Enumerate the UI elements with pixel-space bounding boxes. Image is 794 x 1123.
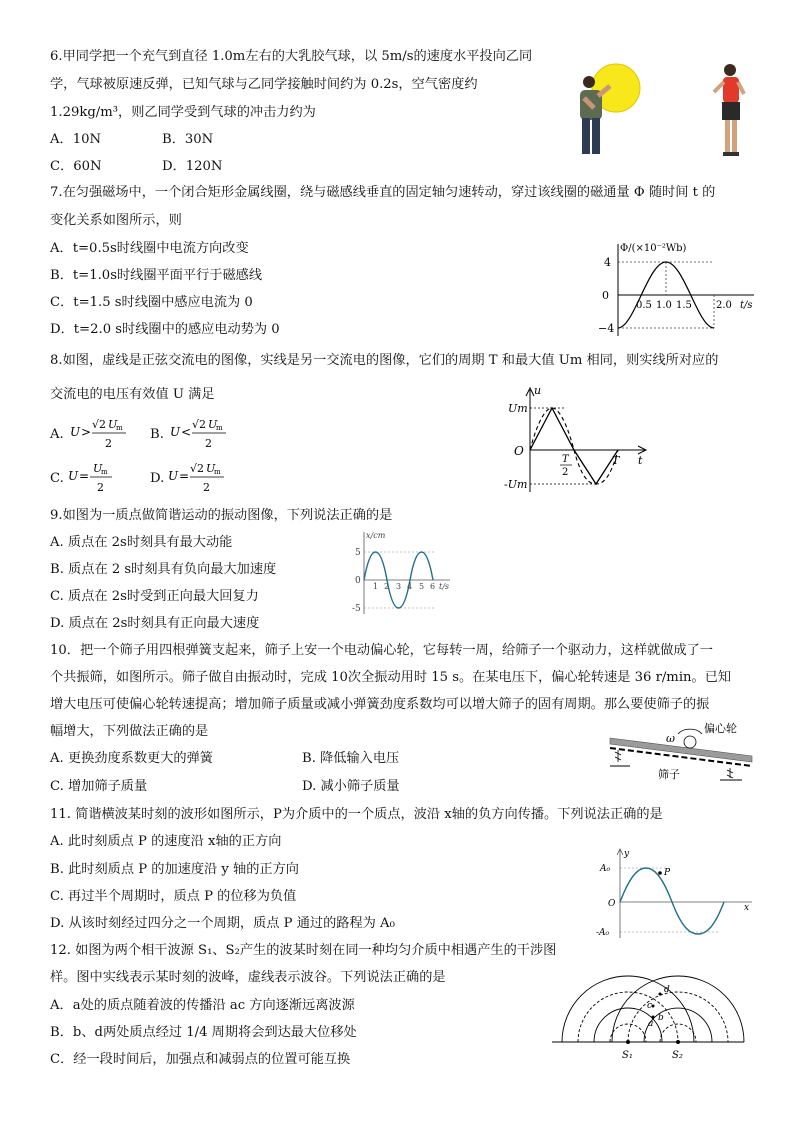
q10-option-c: C. 增加筛子质量 — [50, 779, 148, 794]
svg-text:√2: √2 — [192, 418, 207, 431]
svg-text:m: m — [214, 468, 221, 476]
svg-text:<: < — [181, 425, 192, 439]
ac-origin: O — [514, 444, 524, 458]
q8-option-a-formula — [68, 414, 132, 454]
sieve-omega: ω — [666, 732, 675, 745]
wave-point-p-label: P — [664, 868, 671, 878]
q6-option-c: C．60N — [50, 159, 102, 174]
q8-option-d-label: D. — [150, 471, 165, 486]
q8-stem-line2: 交流电的电压有效值 U 满足 — [50, 387, 215, 402]
source-s2-dot — [676, 1040, 680, 1044]
ac-um: Um — [508, 402, 528, 415]
flux-y-zero: 0 — [602, 289, 609, 302]
shm-tick-6: 6 — [430, 582, 436, 591]
flux-tick-2: 1.0 — [656, 300, 672, 311]
q6-stem-line3: 1.29kg/m³，则乙同学受到气球的冲击力约为 — [50, 105, 316, 120]
shm-tick-3: 3 — [396, 582, 402, 591]
q9-option-d: D. 质点在 2s时刻具有正向最大速度 — [50, 616, 260, 631]
svg-text:√2: √2 — [190, 462, 205, 475]
ac-half-period-num: T — [562, 454, 569, 465]
q12-option-b: B．b、d两处质点经过 1/4 周期将会到达最大位移处 — [50, 1025, 357, 1040]
q12-stem-line1: 12. 如图为两个相干波源 S₁、S₂产生的波某时刻在同一种均匀介质中相遇产生的干涉图 — [50, 943, 557, 958]
q7-stem-line2: 变化关系如图所示，则 — [50, 213, 182, 228]
flux-xlabel: t/s — [740, 300, 753, 311]
shm-y-pos: 5 — [355, 548, 361, 558]
q11-option-d: D. 从该时刻经过四分之一个周期，质点 P 通过的路程为 A₀ — [50, 916, 395, 931]
q10-stem-line2: 个共振筛，如图所示。筛子做自由振动时，完成 10次全振动用时 15 s。在某电压下，偏心轮转速是 36 r/min。已知 — [50, 670, 732, 685]
wave-origin: O — [608, 899, 616, 909]
ac-voltage-graph — [504, 384, 652, 496]
ac-period: T — [612, 454, 620, 467]
q9-option-c: C. 质点在 2s时受到正向最大回复力 — [50, 589, 259, 604]
svg-text:2: 2 — [97, 481, 104, 494]
svg-text:√2: √2 — [92, 418, 107, 431]
wave-ylabel: y — [624, 849, 630, 859]
q7-option-d: D．t=2.0 s时线圈中的感应电动势为 0 — [50, 322, 280, 337]
q10-option-b: B. 降低输入电压 — [302, 751, 400, 766]
q10-stem-line3: 增大电压可使偏心轮转速提高；增加筛子质量或减小弹簧劲度系数均可以增大筛子的固有周期。那么要使筛子的振 — [50, 697, 710, 712]
q10-stem-line1: 10．把一个筛子用四根弹簧支起来，筛子上安一个电动偏心轮，它每转一周，给筛子一个驱动力，这样就做成了一 — [50, 643, 713, 658]
shm-tick-2: 2 — [384, 582, 390, 591]
svg-text:2: 2 — [203, 481, 210, 494]
shm-y-zero: 0 — [355, 576, 361, 586]
ac-half-period-den: 2 — [562, 467, 569, 478]
svg-text:U: U — [70, 425, 81, 439]
svg-text:=: = — [79, 469, 90, 483]
eccentric-wheel — [684, 736, 696, 748]
point-b-label: b — [658, 1013, 664, 1023]
q8-option-b-formula — [168, 414, 238, 454]
shm-ylabel: x/cm — [366, 531, 386, 540]
resonance-sieve-figure — [606, 722, 756, 782]
wave-xlabel: x — [744, 903, 750, 913]
q10-stem-line4: 幅增大，下列做法正确的是 — [50, 724, 209, 739]
triangle-solid-curve — [530, 408, 618, 484]
q8-option-a-label: A. — [50, 427, 64, 442]
svg-text:2: 2 — [205, 437, 212, 450]
q8-option-d-formula — [166, 458, 236, 498]
sine-dashed-curve — [530, 408, 618, 484]
balloon-photo — [572, 56, 752, 160]
q9-option-b: B. 质点在 2 s时刻具有负向最大加速度 — [50, 562, 277, 577]
shm-xlabel: t/s — [439, 582, 450, 591]
q11-option-b: B. 此时刻质点 P 的加速度沿 y 轴的正方向 — [50, 862, 299, 877]
shm-tick-5: 5 — [419, 582, 425, 591]
point-d-label: d — [664, 985, 670, 995]
point-c-label: c — [647, 1001, 653, 1011]
svg-text:U: U — [208, 418, 218, 431]
shm-graph — [346, 528, 458, 618]
q6-stem-line1: 6.甲同学把一个充气到直径 1.0m左右的大乳胶气球，以 5m/s的速度水平投向乙同 — [50, 49, 533, 64]
q7-option-a: A．t=0.5s时线圈中电流方向改变 — [50, 241, 249, 256]
svg-text:=: = — [179, 469, 190, 483]
sieve-label: 筛子 — [658, 768, 680, 781]
source-s1-dot — [626, 1040, 630, 1044]
svg-text:U: U — [68, 469, 79, 483]
wave-a0: A₀ — [600, 864, 611, 874]
flux-y-neg: −4 — [598, 322, 615, 335]
wave-curve — [620, 868, 724, 934]
q11-stem: 11. 简谐横波某时刻的波形如图所示，P为介质中的一个质点，波沿 x轴的负方向传播。下列说法正确的是 — [50, 807, 663, 822]
svg-text:m: m — [216, 424, 223, 432]
shm-y-neg: -5 — [352, 604, 361, 614]
ac-ylabel: u — [534, 384, 542, 397]
q7-stem-line1: 7.在匀强磁场中，一个闭合矩形金属线圈，绕与磁感线垂直的固定轴匀速转动，穿过该线圈的磁通量 Φ 随时间 t 的 — [50, 185, 716, 200]
q8-stem-line1: 8.如图，虚线是正弦交流电的图像，实线是另一交流电的图像，它们的周期 T 和最大值 Um 相同，则实线所对应的 — [50, 353, 719, 368]
interference-figure — [548, 972, 748, 1062]
q8-option-b-label: B. — [150, 427, 164, 442]
q6-option-a: A．10N — [50, 132, 102, 147]
svg-text:U: U — [108, 418, 118, 431]
q7-option-c: C．t=1.5 s时线圈中感应电流为 0 — [50, 295, 253, 310]
sieve-wheel-label: 偏心轮 — [704, 722, 737, 735]
svg-text:U: U — [170, 425, 181, 439]
shm-tick-4: 4 — [407, 582, 413, 591]
q12-option-a: A．a处的质点随着波的传播沿 ac 方向逐渐远离波源 — [50, 998, 355, 1013]
point-a-label: a — [648, 1019, 654, 1029]
svg-text:m: m — [116, 424, 123, 432]
flux-tick-4: 2.0 — [716, 300, 732, 311]
q8-option-c-label: C. — [50, 471, 64, 486]
svg-text:U: U — [93, 462, 103, 475]
source-s2-label: S₂ — [672, 1050, 683, 1061]
q11-option-a: A. 此时刻质点 P 的速度沿 x轴的正方向 — [50, 834, 282, 849]
q12-stem-line2: 样。图中实线表示某时刻的波峰，虚线表示波谷。下列说法正确的是 — [50, 970, 446, 985]
svg-text:U: U — [168, 469, 179, 483]
source-s1-label: S₁ — [622, 1050, 633, 1061]
wave-neg-a0: -A₀ — [596, 928, 610, 938]
shm-tick-1: 1 — [373, 582, 379, 591]
svg-text:m: m — [101, 468, 108, 476]
svg-text:>: > — [81, 425, 92, 439]
ac-xlabel: t — [638, 454, 643, 467]
q10-option-a: A. 更换劲度系数更大的弹簧 — [50, 751, 213, 766]
ac-neg-um: -Um — [504, 478, 528, 491]
q9-option-a: A. 质点在 2s时刻具有最大动能 — [50, 535, 233, 550]
flux-graph — [594, 238, 762, 338]
q10-option-d: D. 减小筛子质量 — [302, 779, 400, 794]
flux-y-pos: 4 — [604, 256, 611, 269]
flux-ylabel: Φ/(×10⁻²Wb) — [620, 243, 687, 254]
svg-text:2: 2 — [105, 437, 112, 450]
q12-option-c: C．经一段时间后，加强点和减弱点的位置可能互换 — [50, 1052, 351, 1067]
point-p — [658, 871, 662, 875]
q6-option-d: D．120N — [162, 159, 223, 174]
q8-option-c-formula — [66, 458, 130, 498]
q6-stem-line2: 学，气球被原速反弹，已知气球与乙同学接触时间约为 0.2s，空气密度约 — [50, 77, 478, 92]
q11-option-c: C. 再过半个周期时，质点 P 的位移为负值 — [50, 889, 297, 904]
flux-tick-1: 0.5 — [636, 300, 652, 311]
q6-option-b: B．30N — [162, 132, 214, 147]
flux-tick-3: 1.5 — [676, 300, 692, 311]
transverse-wave-graph — [596, 848, 756, 940]
q9-stem: 9.如图为一质点做简谐运动的振动图像，下列说法正确的是 — [50, 508, 393, 523]
svg-text:U: U — [206, 462, 216, 475]
q7-option-b: B．t=1.0s时线圈平面平行于磁感线 — [50, 268, 263, 283]
